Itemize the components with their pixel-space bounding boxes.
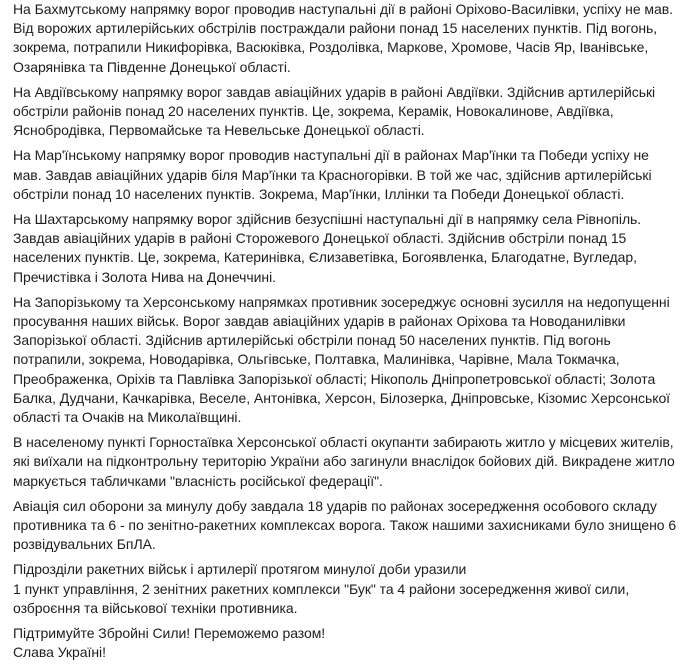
post-paragraph: На Мар'їнському напрямку ворог проводив наступальні дії в районах Мар'їнки та Победи успіху не мав. Завдав авіаційних ударів біля Мар'їнки та Красногорівки. В той же час, здійснив артилерійські обстріли понад 10 населених пунктів. Зокрема, Мар'їнки, Іллінки та Победи Донецької області.	[13, 147, 652, 202]
post-paragraph: В населеному пункті Горностаївка Херсонської області окупанти забирають житло у місцевих жителів, які виїхали на підконтрольну територію України або загинули внаслідок бойових дій. Викрадене житло маркується табличками "власність російської федерації".	[13, 434, 675, 489]
post-paragraph: На Авдіївському напрямку ворог завдав авіаційних ударів в районі Авдіївки. Здійснив артилерійські обстріли районів понад 20 населених пунктів. Це, зокрема, Керамік, Новокалинове, Авдіївка, Яснобродівка, Первомайське та Невельське Донецької області.	[13, 83, 656, 139]
post-paragraph: Підтримуйте Збройні Сили! Переможемо разом! Слава Україні!	[13, 625, 326, 661]
post-paragraph: Підрозділи ракетних військ і артилерії протягом минулої доби уразили 1 пункт управління, 2 зенітних ракетних комплекси "Бук" та 4 райони зосередження живої сили, озброєння та військової техніки противника.	[13, 561, 630, 616]
post-paragraph: На Шахтарському напрямку ворог здійснив безуспішні наступальні дії в напрямку села Рівнопіль. Завдав авіаційних ударів в районі Сторожевого Донецької області. Здійснив обстріли понад 15 населених пунктів. Це, зокрема, Катеринівка, Єлизаветівка, Богоявленка, Благодатне, Вугледар, Пречистівка і Золота Нива на Донеччині.	[13, 211, 642, 285]
post-paragraph: На Запорізькому та Херсонському напрямках противник зосереджує основні зусилля на недопущенні просування наших військ. Ворог завдав авіаційних ударів в районах Оріхова та Новоданилівки Запорізької області. Здійснив артилерійські обстріли понад 50 населених пунктів. Під вогонь потрапили, зокрема, Новодарівка, Ольгівське, Полтавка, Малинівка, Чарівне, Мала Токмачка, Преображенка, Оріхів та Павлівка Запорізької області; Нікополь Дніпропетровської області; Золота Балка, Дудчани, Качкарівка, Веселе, Антонівка, Херсон, Білозерка, Дніпровське, Кізомис Херсонської області та Очаків на Миколаївщині.	[13, 293, 671, 426]
post-paragraph: На Бахмутському напрямку ворог проводив наступальні дії в районі Оріхово-Василівки, успіху не мав. Від ворожих артилерійських обстрілів постраждали райони понад 15 населених пунктів. Під вогонь, зокрема, потрапили Никифорівка, Васюківка, Роздолівка, Маркове, Хромове, Часів Яр, Іванівське, Озарянівка та Південне Донецької області.	[13, 1, 673, 75]
post-paragraph: Авіація сил оборони за минулу добу завдала 18 ударів по районах зосередження особового складу противника та 6 - по зенітно-ракетних комплексах ворога. Також нашими захисниками було знищено 6 розвідувальних БпЛА.	[13, 497, 677, 553]
